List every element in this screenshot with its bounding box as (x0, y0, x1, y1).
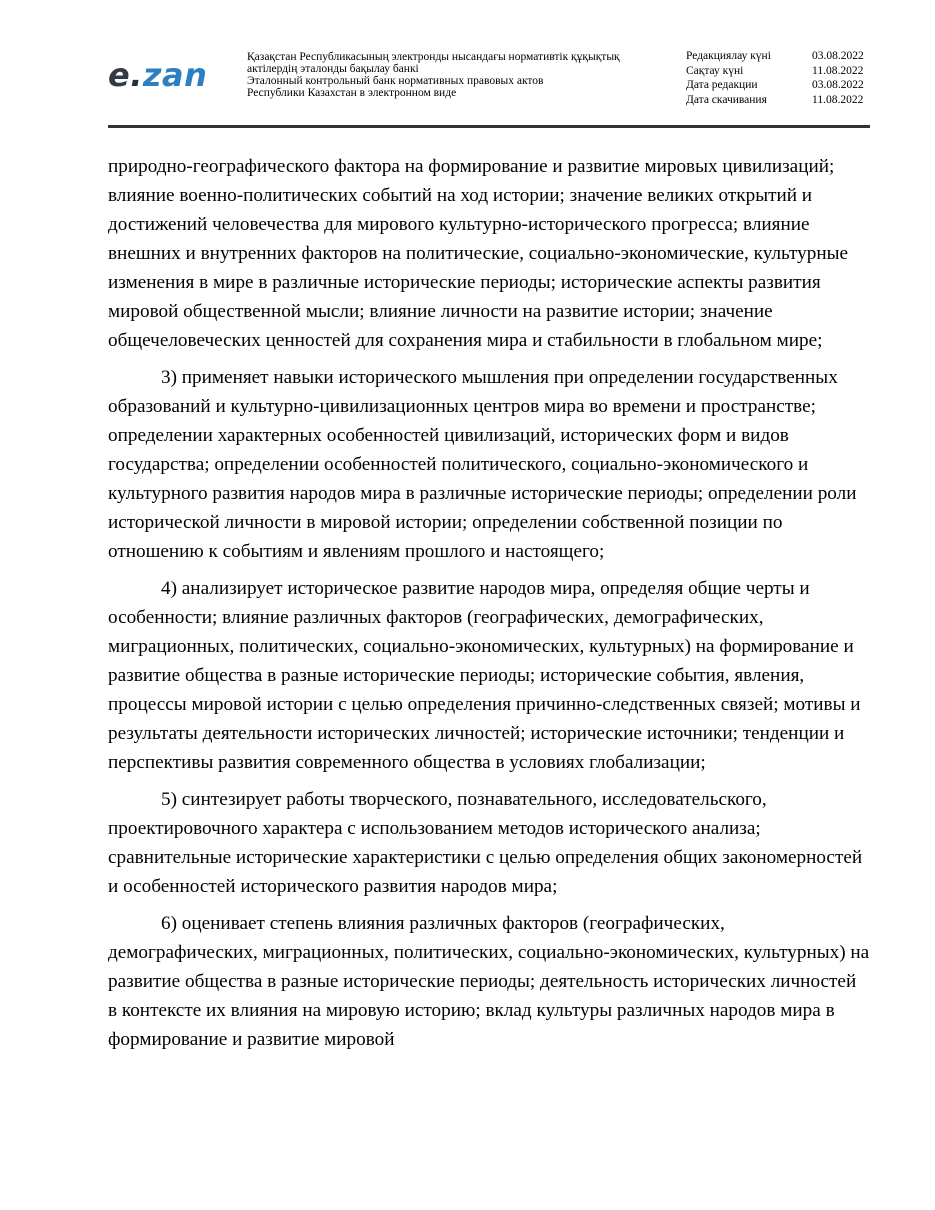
meta-label: Дата редакции (686, 79, 758, 92)
paragraph: 4) анализирует историческое развитие народов мира, определяя общие черты и особенности; влияние различных факторов (географических, демографических, миграционных, политических, социально-экономических, культурных) на формирование и развитие общества в разные исторические периоды; исторические события, явления, процессы мировой истории с целью определения причинно-следственных связей; мотивы и результаты деятельности исторических личностей; исторические источники; тенденции и перспективы развития современного общества в условиях глобализации; (108, 578, 861, 773)
document-body (108, 152, 870, 1062)
logo-dot: . (130, 56, 143, 94)
meta-value: 03.08.2022 (812, 79, 864, 92)
bank-title-line: Республики Казахстан в электронном виде (247, 87, 457, 99)
date-meta-table (686, 49, 870, 108)
meta-row-save-date-kz (686, 64, 870, 79)
logo-zan: zan (142, 56, 208, 94)
bank-title-line: Эталонный контрольный банк нормативных правовых актов (247, 75, 544, 87)
meta-label: Дата скачивания (686, 94, 767, 107)
bank-title-line: Қазақстан Республикасының электронды нысандағы нормативтік құқықтық (247, 51, 620, 63)
meta-label: Редакциялау күні (686, 50, 771, 62)
page-header (108, 46, 870, 126)
bank-title-line: актілердің эталонды бақылау банкі (247, 63, 419, 75)
bank-title (247, 51, 667, 99)
ezan-logo[interactable] (108, 56, 207, 94)
paragraph: природно-географического фактора на формирование и развитие мировых цивилизаций; влияние военно-политических событий на ход истории; значение великих открытий и достижений человечества для мирового культурно-исторического прогресса; влияние внешних и внутренних факторов на политические, социально-экономические, культурные изменения в мире в различные исторические периоды; исторические аспекты развития мировой общественной мысли; влияние личности на развитие истории; значение общечеловеческих ценностей для сохранения мира и стабильности в глобальном мире; (108, 156, 849, 351)
paragraph: 5) синтезирует работы творческого, познавательного, исследовательского, проектировочного характера с использованием методов исторического анализа; сравнительные исторические характеристики с целью определения общих закономерностей и особенностей исторического развития народов мира; (108, 789, 863, 897)
meta-value: 11.08.2022 (812, 94, 864, 107)
meta-value: 03.08.2022 (812, 50, 864, 62)
header-divider (108, 125, 870, 128)
logo-e: e (108, 56, 131, 94)
meta-row-edit-date-ru (686, 78, 870, 93)
meta-row-edit-date-kz (686, 49, 870, 64)
meta-label: Сақтау күні (686, 64, 744, 77)
paragraph: 3) применяет навыки исторического мышления при определении государственных образований и культурно-цивилизационных центров мира во времени и пространстве; определении характерных особенностей цивилизаций, исторических форм и видов государства; определении особенностей политического, социально-экономического и культурного развития народов мира в различные исторические периоды; определении роли исторической личности в мировой истории; определении собственной позиции по отношению к событиям и явлениям прошлого и настоящего; (108, 367, 857, 562)
meta-row-download-date-ru (686, 93, 870, 108)
paragraph: 6) оценивает степень влияния различных факторов (географических, демографических, миграционных, политических, социально-экономических, культурных) на развитие общества в разные исторические периоды; деятельность исторических личностей в контексте их влияния на мировую историю; вклад культуры различных народов мира в формирование и развитие мировой (108, 913, 870, 1050)
meta-value: 11.08.2022 (812, 64, 864, 77)
